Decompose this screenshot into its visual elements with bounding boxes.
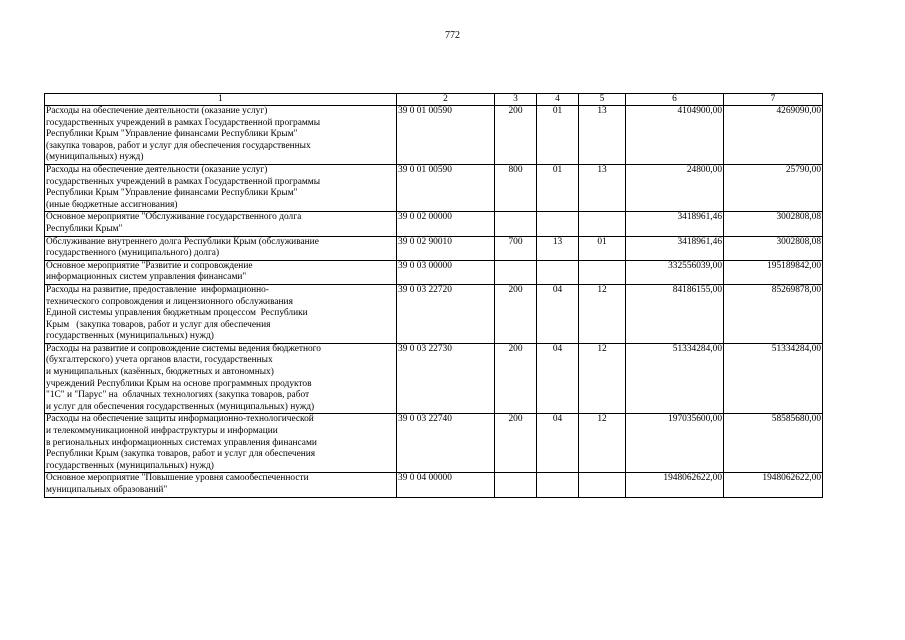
- row-name-cell: Расходы на обеспечение защиты информационно-технологической и телекоммуникационной инфраструктуры и информации в региональных информационных системах управления финансами Республики Крым (закупка товаров, работ и услуг для обеспечения государственных (муниципальных) нужд): [45, 414, 397, 473]
- row-section-cell: [537, 212, 579, 236]
- row-amount-year2-cell: 4269090,00: [724, 106, 823, 165]
- row-expense-type-cell: 200: [495, 106, 537, 165]
- row-subsection-cell: 01: [579, 236, 626, 260]
- table-row: [45, 284, 823, 343]
- row-code-cell: 39 0 01 00590: [397, 106, 495, 165]
- column-header: 7: [724, 94, 823, 106]
- row-amount-year1-cell: 332556039,00: [626, 260, 724, 284]
- row-section-cell: 04: [537, 343, 579, 414]
- row-name-cell: Основное мероприятие "Развитие и сопровождение информационных систем управления финансами": [45, 260, 397, 284]
- row-subsection-cell: 12: [579, 414, 626, 473]
- row-name-cell: Основное мероприятие "Обслуживание государственного долга Республики Крым": [45, 212, 397, 236]
- column-header: 3: [495, 94, 537, 106]
- table-row: [45, 473, 823, 497]
- row-subsection-cell: [579, 212, 626, 236]
- row-amount-year2-cell: 1948062622,00: [724, 473, 823, 497]
- column-header: 4: [537, 94, 579, 106]
- row-expense-type-cell: 700: [495, 236, 537, 260]
- row-amount-year2-cell: 3002808,08: [724, 236, 823, 260]
- row-name-cell: Основное мероприятие "Повышение уровня самообеспеченности муниципальных образований": [45, 473, 397, 497]
- row-amount-year2-cell: 195189842,00: [724, 260, 823, 284]
- row-amount-year2-cell: 25790,00: [724, 164, 823, 211]
- row-section-cell: 01: [537, 106, 579, 165]
- row-amount-year1-cell: 84186155,00: [626, 284, 724, 343]
- row-expense-type-cell: 200: [495, 414, 537, 473]
- row-amount-year1-cell: 1948062622,00: [626, 473, 724, 497]
- row-subsection-cell: 12: [579, 284, 626, 343]
- row-code-cell: 39 0 03 00000: [397, 260, 495, 284]
- table-row: [45, 164, 823, 211]
- row-code-cell: 39 0 03 22720: [397, 284, 495, 343]
- row-subsection-cell: [579, 473, 626, 497]
- column-header: 5: [579, 94, 626, 106]
- row-code-cell: 39 0 03 22740: [397, 414, 495, 473]
- row-expense-type-cell: [495, 260, 537, 284]
- table-header-row: [45, 94, 823, 106]
- column-header: 2: [397, 94, 495, 106]
- row-section-cell: [537, 473, 579, 497]
- row-amount-year1-cell: 24800,00: [626, 164, 724, 211]
- column-header: 6: [626, 94, 724, 106]
- row-code-cell: 39 0 03 22730: [397, 343, 495, 414]
- row-expense-type-cell: 800: [495, 164, 537, 211]
- page-number: 772: [445, 30, 460, 41]
- row-amount-year1-cell: 3418961,46: [626, 212, 724, 236]
- table-row: [45, 212, 823, 236]
- row-name-cell: Расходы на обеспечение деятельности (оказание услуг) государственных учреждений в рамках Государственной программы Республики Крым "Управление финансами Республики Крым" (иные бюджетные ассигнования): [45, 164, 397, 211]
- row-amount-year2-cell: 51334284,00: [724, 343, 823, 414]
- row-code-cell: 39 0 04 00000: [397, 473, 495, 497]
- row-section-cell: 13: [537, 236, 579, 260]
- row-amount-year1-cell: 3418961,46: [626, 236, 724, 260]
- row-amount-year2-cell: 85269878,00: [724, 284, 823, 343]
- table-row: [45, 236, 823, 260]
- row-section-cell: 01: [537, 164, 579, 211]
- row-name-cell: Расходы на обеспечение деятельности (оказание услуг) государственных учреждений в рамках Государственной программы Республики Крым "Управление финансами Республики Крым" (закупка товаров, работ и услуг для обеспечения государственных (муниципальных) нужд): [45, 106, 397, 165]
- table-row: [45, 343, 823, 414]
- row-expense-type-cell: [495, 473, 537, 497]
- row-name-cell: Расходы на развитие и сопровождение системы ведения бюджетного (бухгалтерского) учета органов власти, государственных и муниципальных (казённых, бюджетных и автономных) учреждений Республики Крым на основе программных продуктов "1С" и "Парус" на облачных технологиях (закупка товаров, работ и услуг для обеспечения государственных (муниципальных) нужд): [45, 343, 397, 414]
- row-section-cell: [537, 260, 579, 284]
- row-amount-year2-cell: 3002808,08: [724, 212, 823, 236]
- row-expense-type-cell: [495, 212, 537, 236]
- table-row: [45, 260, 823, 284]
- row-name-cell: Расходы на развитие, предоставление информационно- технического сопровождения и лицензионного обслуживания Единой системы управления бюджетным процессом Республики Крым (закупка товаров, работ и услуг для обеспечения государственных (муниципальных) нужд): [45, 284, 397, 343]
- row-section-cell: 04: [537, 414, 579, 473]
- row-subsection-cell: 12: [579, 343, 626, 414]
- table-row: [45, 106, 823, 165]
- row-expense-type-cell: 200: [495, 343, 537, 414]
- row-amount-year1-cell: 51334284,00: [626, 343, 724, 414]
- column-header: 1: [45, 94, 397, 106]
- row-section-cell: 04: [537, 284, 579, 343]
- budget-table: [44, 93, 823, 498]
- row-code-cell: 39 0 02 00000: [397, 212, 495, 236]
- row-code-cell: 39 0 01 00590: [397, 164, 495, 211]
- row-name-cell: Обслуживание внутреннего долга Республики Крым (обслуживание государственного (муниципального) долга): [45, 236, 397, 260]
- row-amount-year2-cell: 58585680,00: [724, 414, 823, 473]
- table-row: [45, 414, 823, 473]
- row-subsection-cell: 13: [579, 106, 626, 165]
- row-amount-year1-cell: 197035600,00: [626, 414, 724, 473]
- row-subsection-cell: 13: [579, 164, 626, 211]
- row-expense-type-cell: 200: [495, 284, 537, 343]
- row-subsection-cell: [579, 260, 626, 284]
- row-amount-year1-cell: 4104900,00: [626, 106, 724, 165]
- row-code-cell: 39 0 02 90010: [397, 236, 495, 260]
